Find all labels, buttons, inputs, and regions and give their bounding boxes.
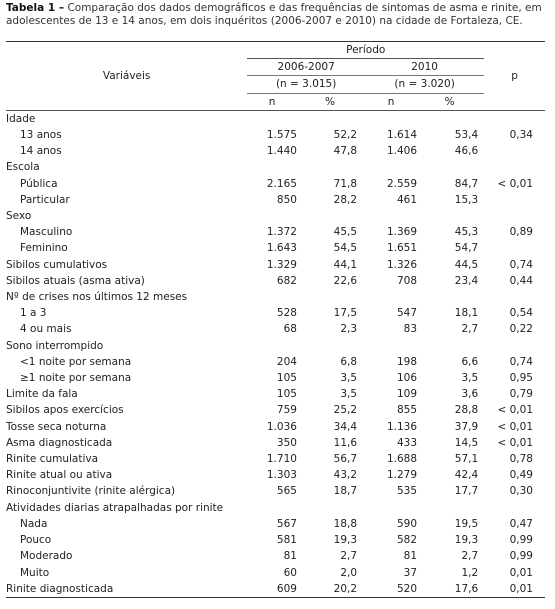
- row-label: Nº de crises nos últimos 12 meses: [6, 291, 188, 304]
- table-row: [6, 402, 545, 418]
- cell-n-2006: 105: [276, 372, 297, 385]
- cell-pct-2006: 71,8: [333, 177, 358, 190]
- row-label: Tosse seca noturna: [6, 420, 107, 433]
- cell-n-2006: 1.036: [266, 420, 297, 433]
- cell-pct-2006: 45,5: [333, 226, 358, 239]
- cell-pct-2006: 44,1: [333, 258, 358, 271]
- cell-n-2010: 1.369: [386, 226, 418, 239]
- cell-p-value: [484, 289, 545, 305]
- cell-pct-2010: 44,5: [454, 258, 479, 271]
- data-table: [6, 41, 545, 598]
- cell-n-2006: [247, 500, 303, 516]
- cell-pct-2010: [421, 338, 484, 354]
- cell-pct-2006: 3,5: [340, 372, 358, 385]
- cell-pct-2010: 17,7: [454, 485, 479, 498]
- row-label: Sexo: [6, 210, 32, 223]
- cell-n-2006: 567: [276, 517, 297, 530]
- cell-p-value: [484, 338, 545, 354]
- cell-n-2010: 520: [365, 581, 421, 598]
- cell-pct-2010: 14,5: [454, 436, 479, 449]
- table-caption: [6, 2, 546, 28]
- table-row: [6, 565, 545, 581]
- row-label: Feminino: [20, 242, 68, 255]
- row-label: Limite da fala: [6, 388, 78, 401]
- cell-pct-2006: [303, 289, 365, 305]
- cell-p-value: 0,44: [509, 274, 533, 287]
- cell-pct-2006: 2,0: [340, 566, 358, 579]
- header-period1: 2006-2007: [247, 59, 365, 76]
- cell-n-2010: 461: [396, 193, 418, 206]
- row-label: Sibilos apos exercícios: [6, 404, 124, 417]
- cell-n-2010: 109: [396, 388, 418, 401]
- row-label: Sono interrompido: [6, 339, 104, 352]
- cell-p-value: 0,34: [509, 129, 533, 142]
- row-label: Rinoconjuntivite (rinite alérgica): [6, 485, 176, 498]
- table-row: [6, 159, 545, 175]
- header-variaveis: Variáveis: [6, 42, 247, 111]
- cell-n-2010: 433: [396, 436, 418, 449]
- row-label: Atividades diarias atrapalhadas por rinite: [6, 501, 224, 514]
- table-body: [6, 110, 545, 597]
- cell-n-2010: 81: [403, 550, 418, 563]
- cell-pct-2010: 3,5: [461, 372, 479, 385]
- cell-pct-2010: 17,6: [421, 581, 484, 598]
- cell-pct-2010: [421, 110, 484, 127]
- cell-pct-2006: 22,6: [333, 274, 358, 287]
- cell-p-value: [484, 110, 545, 127]
- cell-pct-2006: 47,8: [333, 145, 358, 158]
- row-label: 4 ou mais: [20, 323, 72, 336]
- cell-p-value: < 0,01: [497, 420, 533, 433]
- cell-pct-2010: 3,6: [461, 388, 479, 401]
- header-n-2: n: [365, 93, 421, 110]
- cell-pct-2010: 46,6: [454, 145, 479, 158]
- cell-n-2006: 2.165: [266, 177, 297, 190]
- table-row: [6, 548, 545, 564]
- table-row: [6, 110, 545, 127]
- table-row: [6, 176, 545, 192]
- cell-n-2010: [365, 500, 421, 516]
- cell-n-2010: 582: [396, 534, 418, 547]
- cell-n-2006: 68: [283, 323, 297, 336]
- cell-n-2006: [247, 208, 303, 224]
- cell-pct-2006: 54,5: [333, 242, 358, 255]
- cell-n-2010: 708: [396, 274, 418, 287]
- header-period2-n: (n = 3.020): [365, 76, 484, 93]
- cell-pct-2010: 54,7: [454, 242, 479, 255]
- cell-n-2010: 1.614: [386, 129, 418, 142]
- cell-n-2010: 590: [396, 517, 418, 530]
- cell-n-2006: 1.575: [266, 129, 297, 142]
- table-row: [6, 483, 545, 499]
- cell-p-value: 0,95: [509, 372, 533, 385]
- cell-n-2006: 81: [283, 550, 297, 563]
- cell-n-2006: 609: [247, 581, 303, 598]
- cell-pct-2006: [303, 110, 365, 127]
- cell-p-value: 0,79: [509, 388, 533, 401]
- table-row: [6, 500, 545, 516]
- cell-n-2006: 350: [276, 436, 297, 449]
- cell-p-value: 0,99: [509, 550, 533, 563]
- cell-pct-2010: [421, 289, 484, 305]
- cell-p-value: 0,30: [509, 485, 533, 498]
- table-row: [6, 273, 545, 289]
- row-label: Idade: [6, 112, 36, 125]
- cell-n-2010: 855: [396, 404, 418, 417]
- cell-n-2006: [247, 338, 303, 354]
- cell-n-2006: [247, 110, 303, 127]
- table-row: [6, 240, 545, 256]
- table-row: [6, 467, 545, 483]
- row-label: <1 noite por semana: [20, 355, 132, 368]
- cell-pct-2010: 37,9: [454, 420, 479, 433]
- row-label: Moderado: [20, 550, 73, 563]
- cell-pct-2010: 1,2: [461, 566, 479, 579]
- table-row: [6, 419, 545, 435]
- cell-p-value: 0,54: [509, 307, 533, 320]
- header-period1-n: (n = 3.015): [247, 76, 365, 93]
- cell-pct-2010: 42,4: [454, 469, 479, 482]
- row-label: ≥1 noite por semana: [20, 372, 132, 385]
- cell-n-2006: 204: [276, 355, 297, 368]
- cell-pct-2006: 3,5: [340, 388, 358, 401]
- cell-n-2006: 1.303: [266, 469, 297, 482]
- table-row: [6, 532, 545, 548]
- caption-label: Tabela 1 –: [6, 2, 65, 14]
- row-label: Sibilos cumulativos: [6, 258, 108, 271]
- cell-n-2006: 1.440: [266, 145, 297, 158]
- cell-n-2010: [365, 289, 421, 305]
- header-pct-1: %: [303, 93, 365, 110]
- table-row: [6, 305, 545, 321]
- cell-n-2010: 1.651: [386, 242, 418, 255]
- cell-p-value: < 0,01: [497, 436, 533, 449]
- caption-text: Comparação dos dados demográficos e das frequências de sintomas de asma e rinite, em adolescentes de 13 e 14 anos, em dois inquéritos (2006-2007 e 2010) na cidade de Fortaleza, CE.: [6, 2, 542, 27]
- cell-pct-2006: 34,4: [333, 420, 358, 433]
- row-label: Particular: [20, 193, 70, 206]
- row-label: Pouco: [20, 534, 52, 547]
- table-row: [6, 208, 545, 224]
- cell-n-2006: 1.643: [266, 242, 297, 255]
- row-label: Masculino: [20, 226, 73, 239]
- table-row: [6, 127, 545, 143]
- cell-p-value: [484, 500, 545, 516]
- header-period2: 2010: [365, 59, 484, 76]
- cell-n-2010: [365, 208, 421, 224]
- cell-pct-2006: 19,3: [333, 534, 358, 547]
- cell-p-value: 0,89: [509, 226, 533, 239]
- cell-p-value: < 0,01: [497, 404, 533, 417]
- cell-pct-2006: 18,7: [333, 485, 358, 498]
- cell-pct-2006: 20,2: [303, 581, 365, 598]
- cell-n-2010: 1.136: [386, 420, 418, 433]
- cell-pct-2010: 15,3: [454, 193, 479, 206]
- header-p: p: [484, 42, 545, 111]
- row-label: Rinite cumulativa: [6, 453, 99, 466]
- cell-pct-2006: [303, 338, 365, 354]
- cell-pct-2010: 19,3: [454, 534, 479, 547]
- table-row: [6, 224, 545, 240]
- cell-pct-2006: [303, 159, 365, 175]
- cell-p-value: 0,22: [509, 323, 533, 336]
- row-label: Sibilos atuais (asma ativa): [6, 274, 145, 287]
- row-label: Pública: [20, 177, 58, 190]
- table-row: [6, 143, 545, 159]
- cell-n-2010: 37: [403, 566, 418, 579]
- table-row: [6, 338, 545, 354]
- cell-n-2010: 547: [396, 307, 418, 320]
- cell-n-2006: [247, 159, 303, 175]
- cell-pct-2006: 28,2: [333, 193, 358, 206]
- cell-p-value: < 0,01: [497, 177, 533, 190]
- cell-n-2010: 2.559: [386, 177, 418, 190]
- cell-p-value: 0,01: [509, 566, 533, 579]
- header-n-1: n: [247, 93, 303, 110]
- cell-n-2006: 1.710: [266, 453, 297, 466]
- cell-p-value: [484, 143, 545, 159]
- cell-p-value: 0,74: [509, 355, 533, 368]
- cell-pct-2006: [303, 500, 365, 516]
- cell-pct-2006: 11,6: [333, 436, 358, 449]
- table-row: [6, 516, 545, 532]
- cell-pct-2010: 2,7: [461, 550, 479, 563]
- cell-pct-2006: [303, 208, 365, 224]
- cell-pct-2006: 43,2: [333, 469, 358, 482]
- cell-pct-2010: 18,1: [454, 307, 479, 320]
- cell-pct-2006: 2,3: [340, 323, 358, 336]
- table-row: [6, 289, 545, 305]
- cell-pct-2006: 6,8: [340, 355, 358, 368]
- cell-pct-2010: 57,1: [454, 453, 479, 466]
- cell-pct-2010: 23,4: [454, 274, 479, 287]
- cell-pct-2010: 45,3: [454, 226, 479, 239]
- cell-n-2010: 198: [396, 355, 418, 368]
- cell-p-value: [484, 208, 545, 224]
- cell-pct-2006: 18,8: [333, 517, 358, 530]
- cell-n-2010: [365, 159, 421, 175]
- cell-n-2010: 106: [396, 372, 418, 385]
- cell-n-2006: 850: [276, 193, 297, 206]
- cell-pct-2010: 6,6: [461, 355, 479, 368]
- cell-n-2006: 60: [283, 566, 297, 579]
- cell-n-2010: [365, 338, 421, 354]
- cell-n-2010: 1.406: [386, 145, 418, 158]
- table-row: [6, 451, 545, 467]
- cell-p-value: [484, 159, 545, 175]
- row-label: Nada: [20, 517, 48, 530]
- row-label: Escola: [6, 161, 40, 174]
- cell-pct-2010: 84,7: [454, 177, 479, 190]
- header-periodo: Período: [247, 42, 484, 59]
- cell-pct-2010: 28,8: [454, 404, 479, 417]
- cell-n-2006: [247, 289, 303, 305]
- table-row: [6, 435, 545, 451]
- table-row: [6, 192, 545, 208]
- cell-n-2010: 1.279: [386, 469, 418, 482]
- cell-n-2006: 105: [276, 388, 297, 401]
- cell-p-value: 0,99: [509, 534, 533, 547]
- cell-p-value: [484, 240, 545, 256]
- row-label: Muito: [20, 566, 50, 579]
- cell-n-2010: 1.326: [386, 258, 418, 271]
- cell-n-2010: [365, 110, 421, 127]
- cell-n-2010: 1.688: [386, 453, 418, 466]
- row-label: Rinite atual ou ativa: [6, 469, 113, 482]
- cell-pct-2010: [421, 208, 484, 224]
- row-label: 13 anos: [20, 129, 62, 142]
- cell-pct-2010: [421, 500, 484, 516]
- cell-pct-2010: 53,4: [454, 129, 479, 142]
- cell-p-value: 0,78: [509, 453, 533, 466]
- cell-p-value: 0,47: [509, 517, 533, 530]
- cell-n-2010: 83: [403, 323, 418, 336]
- cell-pct-2006: 56,7: [333, 453, 358, 466]
- cell-pct-2010: [421, 159, 484, 175]
- cell-pct-2010: 19,5: [454, 517, 479, 530]
- cell-n-2006: 1.372: [266, 226, 297, 239]
- cell-n-2006: 581: [276, 534, 297, 547]
- cell-p-value: 0,01: [484, 581, 545, 598]
- row-label: Asma diagnosticada: [6, 436, 113, 449]
- cell-p-value: 0,49: [509, 469, 533, 482]
- table-row: [6, 370, 545, 386]
- row-label: 14 anos: [20, 145, 62, 158]
- row-label: Rinite diagnosticada: [6, 581, 247, 598]
- cell-pct-2006: 25,2: [333, 404, 358, 417]
- cell-pct-2006: 52,2: [333, 129, 358, 142]
- cell-n-2010: 535: [396, 485, 418, 498]
- cell-pct-2010: 2,7: [461, 323, 479, 336]
- cell-pct-2006: 17,5: [333, 307, 358, 320]
- cell-n-2006: 528: [276, 307, 297, 320]
- table-row: [6, 257, 545, 273]
- cell-n-2006: 565: [276, 485, 297, 498]
- row-label: 1 a 3: [20, 307, 47, 320]
- cell-p-value: 0,74: [509, 258, 533, 271]
- cell-n-2006: 682: [276, 274, 297, 287]
- cell-pct-2006: 2,7: [340, 550, 358, 563]
- table-row: [6, 386, 545, 402]
- cell-n-2006: 759: [276, 404, 297, 417]
- table-row: [6, 354, 545, 370]
- table-row: [6, 321, 545, 337]
- cell-p-value: [484, 192, 545, 208]
- table-row: [6, 581, 545, 598]
- header-pct-2: %: [421, 93, 484, 110]
- cell-n-2006: 1.329: [266, 258, 297, 271]
